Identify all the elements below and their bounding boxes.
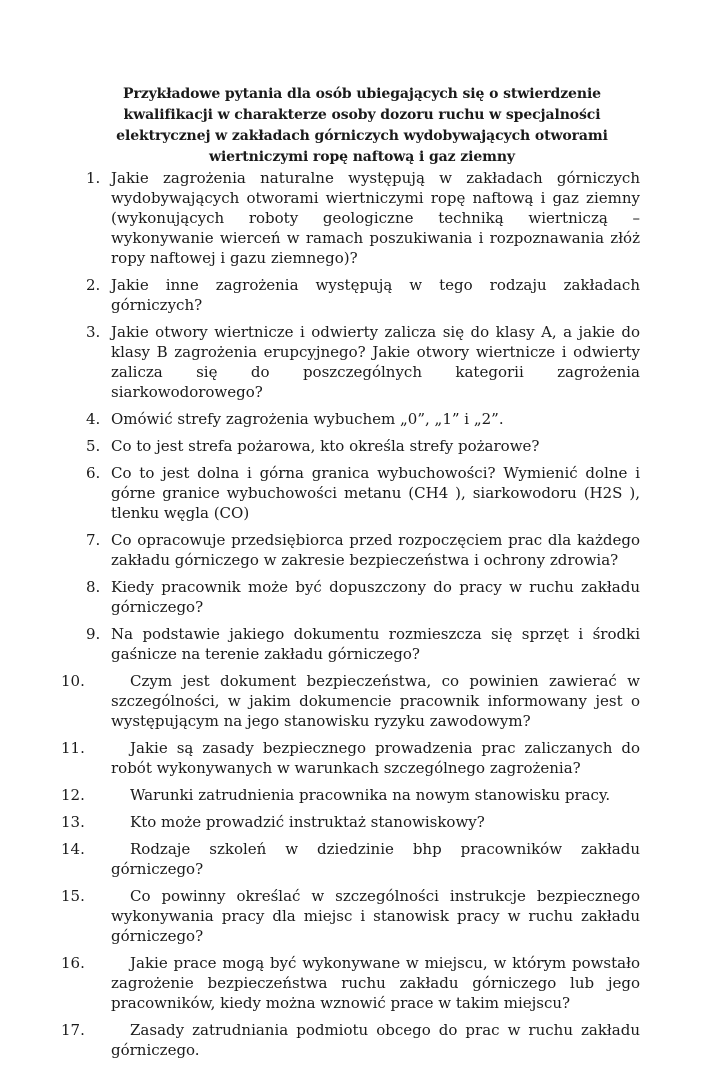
- question-number: 6.: [86, 464, 101, 482]
- question-text: Kiedy pracownik może być dopuszczony do pracy w ruchu zakładu górniczego?: [111, 578, 640, 616]
- question-text: Czym jest dokument bezpieczeństwa, co powinien zawierać w szczególności, w jakim dokumencie pracownik informowany jest o występującym na jego stanowisku ryzyku zawodowym?: [111, 672, 640, 730]
- question-number: 3.: [86, 323, 101, 341]
- question-item: [86, 322, 640, 402]
- question-text: Co opracowuje przedsiębiorca przed rozpoczęciem prac dla każdego zakładu górniczego w zakresie bezpieczeństwa i ochrony zdrowia?: [111, 531, 640, 569]
- question-number: 5.: [86, 437, 101, 455]
- question-number: 15.: [61, 887, 85, 905]
- question-text: Kto może prowadzić instruktaż stanowiskowy?: [130, 813, 485, 831]
- question-text: Jakie prace mogą być wykonywane w miejscu, w którym powstało zagrożenie bezpieczeństwa ruchu zakładu górniczego lub jego pracowników, kiedy można wznowić prace w takim miejscu?: [111, 954, 640, 1012]
- question-number: 2.: [86, 276, 101, 294]
- question-text: Jakie otwory wiertnicze i odwierty zalicza się do klasy A, a jakie do klasy B zagrożenia erupcyjnego? Jakie otwory wiertnicze i odwierty zalicza się do poszczególnych kategorii zagrożenia siarkowodorowego?: [111, 323, 640, 401]
- question-item: [61, 839, 640, 879]
- question-text: Warunki zatrudnienia pracownika na nowym stanowisku pracy.: [130, 786, 611, 804]
- question-number: 8.: [86, 578, 101, 596]
- question-number: 13.: [61, 813, 85, 831]
- question-number: 14.: [61, 840, 85, 858]
- question-item: [61, 785, 640, 805]
- question-text: Jakie inne zagrożenia występują w tego rodzaju zakładach górniczych?: [111, 276, 640, 314]
- question-item: [86, 463, 640, 523]
- question-item: [61, 886, 640, 946]
- question-item: [61, 1020, 640, 1060]
- question-text: Co to jest dolna i górna granica wybuchowości? Wymienić dolne i górne granice wybuchowości metanu (CH4 ), siarkowodoru (H2S ), tlenku węgla (CO): [111, 464, 640, 522]
- question-number: 11.: [61, 739, 85, 757]
- question-item: [61, 953, 640, 1013]
- question-item: [61, 738, 640, 778]
- question-item: [86, 168, 640, 268]
- question-text: Jakie zagrożenia naturalne występują w zakładach górniczych wydobywających otworami wiertniczymi ropę naftową i gaz ziemny (wykonujących roboty geologiczne techniką wiertniczą – wykonywanie wierceń w ramach poszukiwania i rozpoznawania złóż ropy naftowej i gazu ziemnego)?: [111, 169, 640, 267]
- document-title: Przykładowe pytania dla osób ubiegających się o stwierdzenie kwalifikacji w charakterze osoby dozoru ruchu w specjalności elektrycznej w zakładach górniczych wydobywających otworami wiertniczymi ropę naftową i gaz ziemny: [116, 86, 608, 165]
- question-item: [86, 577, 640, 617]
- question-text: Jakie są zasady bezpiecznego prowadzenia prac zaliczanych do robót wykonywanych w warunkach szczególnego zagrożenia?: [111, 739, 640, 777]
- question-number: 10.: [61, 672, 85, 690]
- question-text: Na podstawie jakiego dokumentu rozmieszcza się sprzęt i środki gaśnicze na terenie zakładu górniczego?: [111, 625, 640, 663]
- question-text: Omówić strefy zagrożenia wybuchem „0”, „1” i „2”.: [111, 410, 504, 428]
- question-item: [86, 275, 640, 315]
- question-item: [86, 409, 640, 429]
- question-item: [86, 436, 640, 456]
- question-number: 9.: [86, 625, 101, 643]
- question-item: [86, 624, 640, 664]
- question-text: Rodzaje szkoleń w dziedzinie bhp pracowników zakładu górniczego?: [111, 840, 640, 878]
- question-item: [86, 530, 640, 570]
- questions-list: [61, 168, 640, 1067]
- question-item: [61, 671, 640, 731]
- question-number: 4.: [86, 410, 101, 428]
- question-number: 7.: [86, 531, 101, 549]
- question-number: 1.: [86, 169, 101, 187]
- question-text: Zasady zatrudniania podmiotu obcego do prac w ruchu zakładu górniczego.: [111, 1021, 640, 1059]
- question-text: Co to jest strefa pożarowa, kto określa strefy pożarowe?: [111, 437, 540, 455]
- question-number: 16.: [61, 954, 85, 972]
- question-item: [61, 812, 640, 832]
- question-text: Co powinny określać w szczególności instrukcje bezpiecznego wykonywania pracy dla miejsc i stanowisk pracy w ruchu zakładu górniczego?: [111, 887, 640, 945]
- question-number: 17.: [61, 1021, 85, 1039]
- question-number: 12.: [61, 786, 85, 804]
